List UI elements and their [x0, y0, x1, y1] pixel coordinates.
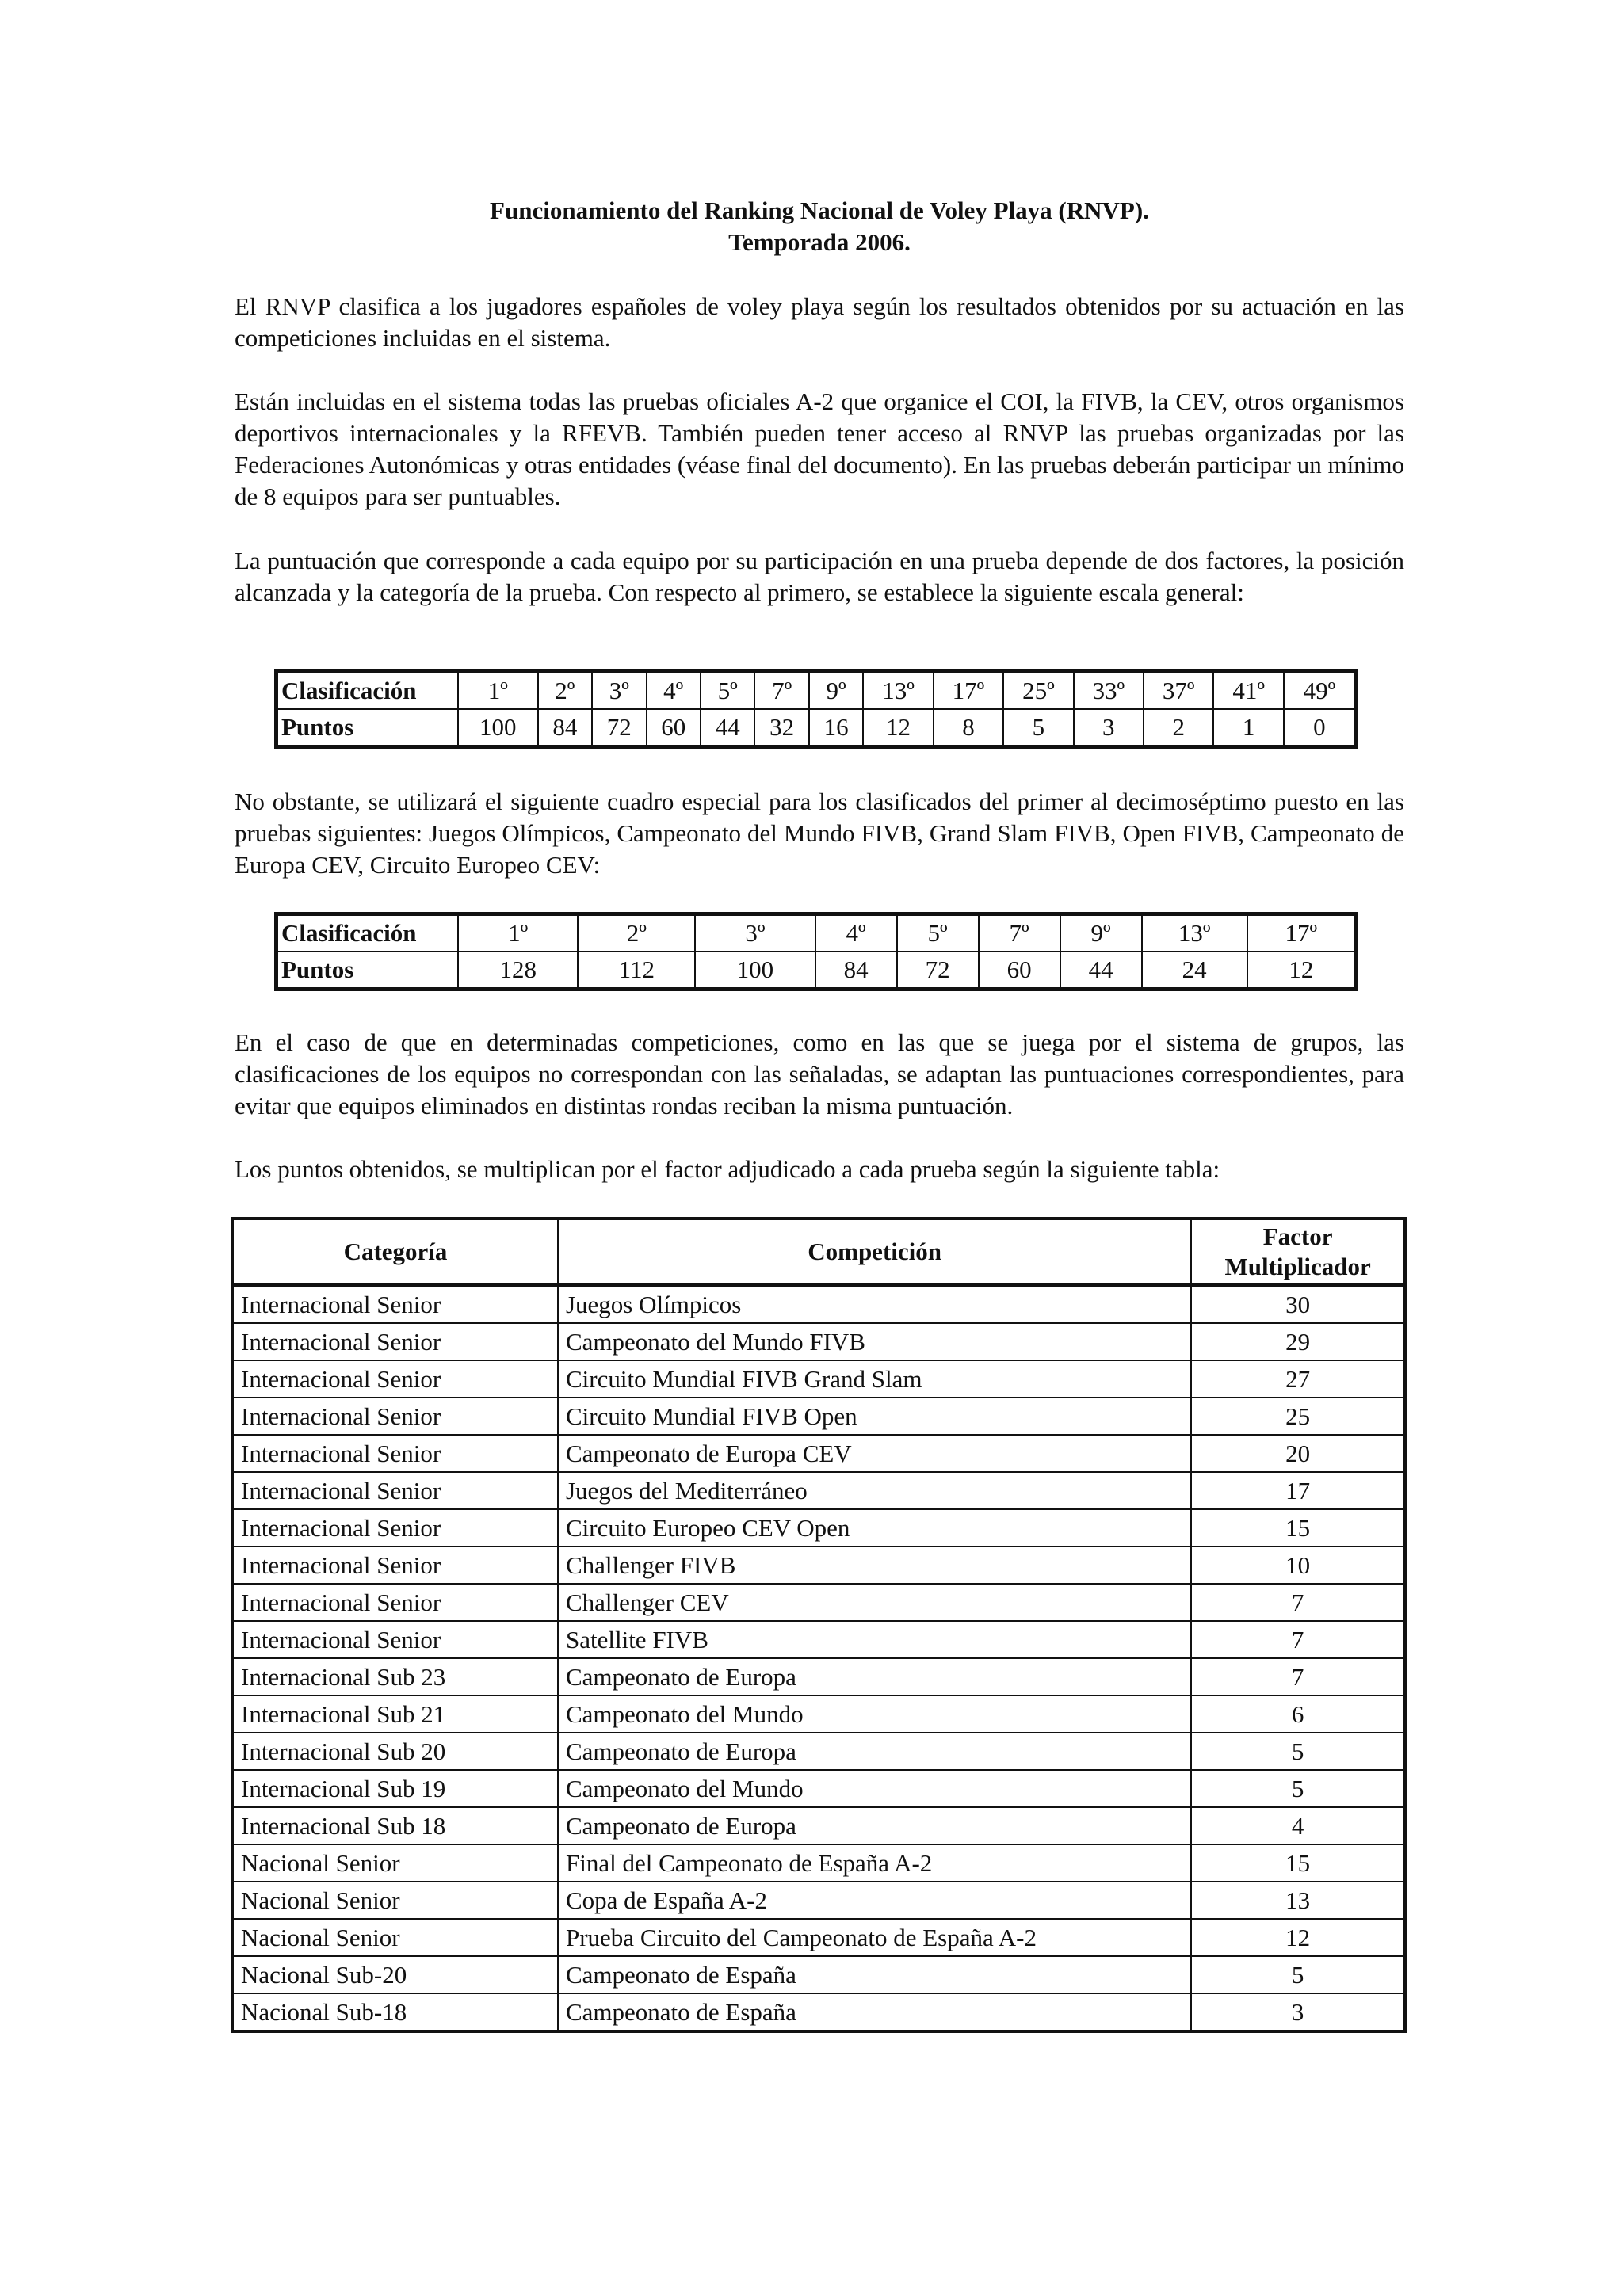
factor-cell: 12 — [1191, 1919, 1405, 1956]
factor-cell: 30 — [1191, 1285, 1405, 1323]
factor-cell: 7 — [1191, 1584, 1405, 1621]
table-cell: 32 — [754, 709, 808, 747]
table-cell: 17º — [1247, 914, 1357, 952]
general-scale-table — [274, 669, 1358, 749]
factor-cell: 5 — [1191, 1770, 1405, 1807]
competition-cell: Copa de España A-2 — [558, 1882, 1191, 1919]
competition-cell: Juegos del Mediterráneo — [558, 1472, 1191, 1509]
table-row — [232, 1360, 1405, 1398]
table-cell: 24 — [1142, 952, 1247, 990]
table-row — [277, 952, 1357, 990]
competition-cell: Campeonato del Mundo — [558, 1770, 1191, 1807]
table-cell: 5º — [701, 672, 754, 710]
table-cell: 44 — [1060, 952, 1142, 990]
competition-cell: Challenger CEV — [558, 1584, 1191, 1621]
category-cell: Internacional Senior — [232, 1435, 558, 1472]
competition-cell: Campeonato del Mundo — [558, 1695, 1191, 1733]
factor-cell: 6 — [1191, 1695, 1405, 1733]
title-line-2: Temporada 2006. — [728, 228, 911, 256]
table-row — [232, 1472, 1405, 1509]
category-cell: Internacional Senior — [232, 1547, 558, 1584]
table-row — [232, 1695, 1405, 1733]
table-cell: 2 — [1144, 709, 1213, 747]
factor-cell: 25 — [1191, 1398, 1405, 1435]
category-cell: Internacional Senior — [232, 1621, 558, 1658]
factor-cell: 20 — [1191, 1435, 1405, 1472]
category-cell: Internacional Senior — [232, 1398, 558, 1435]
category-cell: Internacional Sub 21 — [232, 1695, 558, 1733]
factor-header-line-1: Factor — [1262, 1222, 1333, 1250]
table-cell: 72 — [592, 709, 646, 747]
paragraph-scope: Están incluidas en el sistema todas las pruebas oficiales A-2 que organice el COI, la FIVB, la CEV, otros organismos deportivos internacionales y la RFEVB. También pueden tener acceso al RNVP las pruebas organizadas por las Federaciones Autonómicas y otras entidades (véase final del documento). En las pruebas deberán participar un mínimo de 8 equipos para ser puntuables. — [235, 387, 1404, 510]
competition-cell: Challenger FIVB — [558, 1547, 1191, 1584]
table-cell: 33º — [1074, 672, 1144, 710]
table-cell: 1º — [458, 672, 538, 710]
table-row — [232, 1285, 1405, 1323]
table-row — [277, 672, 1357, 710]
table-cell: 3º — [695, 914, 815, 952]
table-row — [232, 1547, 1405, 1584]
table-cell: 7º — [979, 914, 1060, 952]
competition-cell: Campeonato de Europa — [558, 1807, 1191, 1844]
table-cell: 112 — [578, 952, 695, 990]
table-row — [232, 1323, 1405, 1360]
factor-cell: 10 — [1191, 1547, 1405, 1584]
competition-cell: Campeonato de Europa — [558, 1658, 1191, 1695]
table-row — [232, 1993, 1405, 2031]
table-cell: 60 — [647, 709, 701, 747]
paragraph-groups: En el caso de que en determinadas competiciones, como en las que se juega por el sistema de grupos, las clasificaciones de los equipos no correspondan con las señaladas, se adaptan las puntuaciones correspondientes, para evitar que equipos eliminados en distintas rondas reciban la misma puntuación. — [235, 1028, 1404, 1119]
table-cell: 16 — [809, 709, 863, 747]
competition-cell: Circuito Europeo CEV Open — [558, 1509, 1191, 1547]
table-cell: 49º — [1284, 672, 1357, 710]
competition-cell: Campeonato del Mundo FIVB — [558, 1323, 1191, 1360]
table-cell: 3 — [1074, 709, 1144, 747]
table-cell: 72 — [897, 952, 979, 990]
table-cell: 60 — [979, 952, 1060, 990]
table-row — [232, 1770, 1405, 1807]
table-row — [232, 1882, 1405, 1919]
table-row — [232, 1584, 1405, 1621]
category-cell: Internacional Sub 18 — [232, 1807, 558, 1844]
category-cell: Internacional Senior — [232, 1509, 558, 1547]
table-cell: 12 — [1247, 952, 1357, 990]
row-header: Puntos — [277, 709, 459, 747]
factor-cell: 15 — [1191, 1844, 1405, 1882]
table-cell: 5 — [1003, 709, 1073, 747]
factor-table — [231, 1217, 1407, 2033]
factor-cell: 7 — [1191, 1658, 1405, 1695]
table-cell: 5º — [897, 914, 979, 952]
category-cell: Internacional Senior — [232, 1360, 558, 1398]
table-row — [232, 1956, 1405, 1993]
table-cell: 17º — [934, 672, 1003, 710]
column-header-category: Categoría — [232, 1219, 558, 1285]
row-header: Clasificación — [277, 672, 459, 710]
paragraph-special: No obstante, se utilizará el siguiente cuadro especial para los clasificados del primer al decimoséptimo puesto en las pruebas siguientes: Juegos Olímpicos, Campeonato del Mundo FIVB, Grand Slam FIVB, Open FIVB, Campeonato de Europa CEV, Circuito Europeo CEV: — [235, 788, 1404, 879]
competition-cell: Prueba Circuito del Campeonato de España A-2 — [558, 1919, 1191, 1956]
category-cell: Internacional Senior — [232, 1472, 558, 1509]
factor-cell: 5 — [1191, 1956, 1405, 1993]
paragraph-multiplier: Los puntos obtenidos, se multiplican por el factor adjudicado a cada prueba según la siguiente tabla: — [235, 1155, 1220, 1183]
table-cell: 44 — [701, 709, 754, 747]
table-cell: 100 — [695, 952, 815, 990]
table-cell: 8 — [934, 709, 1003, 747]
table-row — [232, 1658, 1405, 1695]
special-scale-table — [274, 912, 1358, 991]
table-row — [232, 1509, 1405, 1547]
factor-cell: 29 — [1191, 1323, 1405, 1360]
competition-cell: Campeonato de Europa CEV — [558, 1435, 1191, 1472]
table-cell: 128 — [458, 952, 578, 990]
competition-cell: Circuito Mundial FIVB Grand Slam — [558, 1360, 1191, 1398]
table-row — [277, 914, 1357, 952]
factor-cell: 7 — [1191, 1621, 1405, 1658]
competition-cell: Campeonato de España — [558, 1956, 1191, 1993]
category-cell: Nacional Senior — [232, 1882, 558, 1919]
category-cell: Nacional Senior — [232, 1844, 558, 1882]
competition-cell: Campeonato de Europa — [558, 1733, 1191, 1770]
table-cell: 3º — [592, 672, 646, 710]
competition-cell: Campeonato de España — [558, 1993, 1191, 2031]
category-cell: Internacional Senior — [232, 1285, 558, 1323]
category-cell: Internacional Senior — [232, 1584, 558, 1621]
table-cell: 41º — [1213, 672, 1283, 710]
table-row — [232, 1398, 1405, 1435]
competition-cell: Satellite FIVB — [558, 1621, 1191, 1658]
category-cell: Internacional Sub 20 — [232, 1733, 558, 1770]
paragraph-intro: El RNVP clasifica a los jugadores españoles de voley playa según los resultados obtenidos por su actuación en las competiciones incluidas en el sistema. — [235, 292, 1404, 352]
table-cell: 100 — [458, 709, 538, 747]
table-cell: 13º — [1142, 914, 1247, 952]
table-cell: 9º — [809, 672, 863, 710]
paragraph-scoring: La puntuación que corresponde a cada equipo por su participación en una prueba depende de dos factores, la posición alcanzada y la categoría de la prueba. Con respecto al primero, se establece la siguiente escala general: — [235, 547, 1404, 606]
table-cell: 2º — [538, 672, 592, 710]
table-cell: 1 — [1213, 709, 1283, 747]
factor-header-line-2: Multiplicador — [1224, 1253, 1371, 1280]
table-header-row — [232, 1219, 1405, 1285]
table-cell: 0 — [1284, 709, 1357, 747]
table-cell: 2º — [578, 914, 695, 952]
competition-cell: Final del Campeonato de España A-2 — [558, 1844, 1191, 1882]
table-cell: 4º — [647, 672, 701, 710]
table-cell: 84 — [815, 952, 897, 990]
factor-cell: 13 — [1191, 1882, 1405, 1919]
column-header-competition: Competición — [558, 1219, 1191, 1285]
category-cell: Internacional Sub 23 — [232, 1658, 558, 1695]
table-row — [277, 709, 1357, 747]
table-cell: 4º — [815, 914, 897, 952]
row-header: Clasificación — [277, 914, 459, 952]
factor-cell: 4 — [1191, 1807, 1405, 1844]
category-cell: Internacional Senior — [232, 1323, 558, 1360]
table-cell: 7º — [754, 672, 808, 710]
factor-cell: 3 — [1191, 1993, 1405, 2031]
factor-cell: 5 — [1191, 1733, 1405, 1770]
table-cell: 37º — [1144, 672, 1213, 710]
column-header-factor — [1191, 1219, 1405, 1285]
table-row — [232, 1844, 1405, 1882]
competition-cell: Circuito Mundial FIVB Open — [558, 1398, 1191, 1435]
category-cell: Nacional Senior — [232, 1919, 558, 1956]
factor-cell: 27 — [1191, 1360, 1405, 1398]
document-title — [235, 195, 1404, 258]
category-cell: Nacional Sub-18 — [232, 1993, 558, 2031]
table-row — [232, 1435, 1405, 1472]
factor-cell: 15 — [1191, 1509, 1405, 1547]
competition-cell: Juegos Olímpicos — [558, 1285, 1191, 1323]
table-row — [232, 1621, 1405, 1658]
table-row — [232, 1919, 1405, 1956]
category-cell: Internacional Sub 19 — [232, 1770, 558, 1807]
table-cell: 12 — [863, 709, 933, 747]
row-header: Puntos — [277, 952, 459, 990]
table-cell: 25º — [1003, 672, 1073, 710]
table-row — [232, 1733, 1405, 1770]
table-cell: 1º — [458, 914, 578, 952]
title-line-1: Funcionamiento del Ranking Nacional de Voley Playa (RNVP). — [490, 196, 1149, 224]
table-cell: 84 — [538, 709, 592, 747]
table-cell: 9º — [1060, 914, 1142, 952]
category-cell: Nacional Sub-20 — [232, 1956, 558, 1993]
factor-cell: 17 — [1191, 1472, 1405, 1509]
table-row — [232, 1807, 1405, 1844]
table-cell: 13º — [863, 672, 933, 710]
